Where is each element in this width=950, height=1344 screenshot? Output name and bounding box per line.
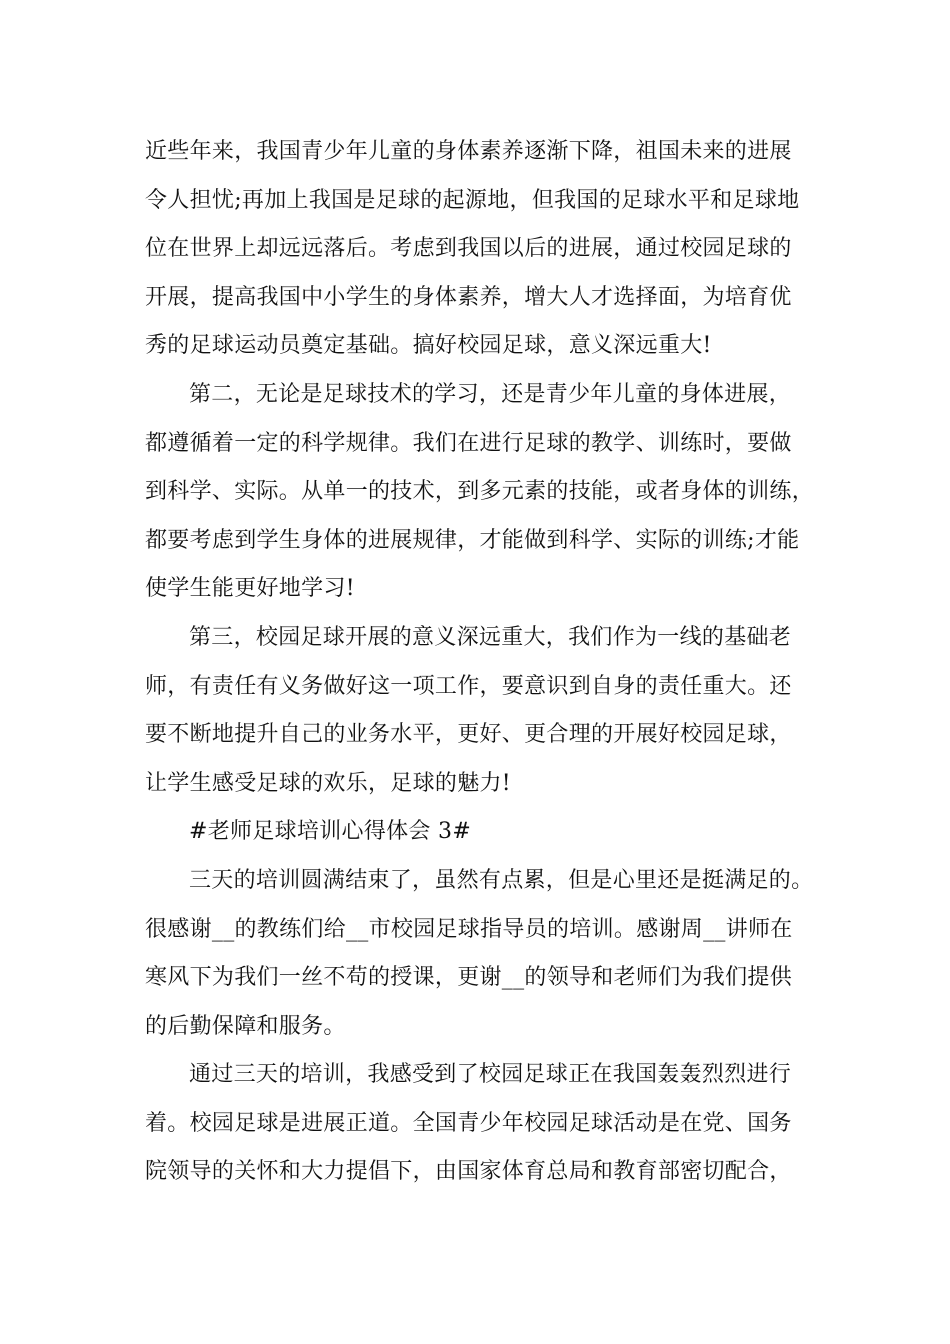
text-line: 着。校园足球是进展正道。全国青少年校园足球活动是在党、国务: [145, 1110, 792, 1136]
text-line: 开展，提高我国中小学生的身体素养，增大人才选择面，为培育优: [145, 284, 792, 310]
text-line: 很感谢__的教练们给__市校园足球指导员的培训。感谢周__讲师在: [145, 916, 793, 942]
text-line: 令人担忧;再加上我国是足球的起源地，但我国的足球水平和足球地: [145, 187, 800, 213]
paragraph-start-line: 三天的培训圆满结束了，虽然有点累，但是心里还是挺满足的。: [189, 867, 814, 893]
text-line: 师，有责任有义务做好这一项工作，要意识到自身的责任重大。还: [145, 673, 792, 699]
text-line: 的后勤保障和服务。: [145, 1013, 346, 1039]
text-line: 秀的足球运动员奠定基础。搞好校园足球，意义深远重大!: [145, 333, 712, 359]
text-line: 要不断地提升自己的业务水平，更好、更合理的开展好校园足球，: [145, 722, 792, 748]
text-line: 寒风下为我们一丝不苟的授课，更谢__的领导和老师们为我们提供: [145, 965, 793, 991]
text-line: 位在世界上却远远落后。考虑到我国以后的进展，通过校园足球的: [145, 236, 792, 262]
text-line: 都遵循着一定的科学规律。我们在进行足球的教学、训练时，要做: [145, 430, 792, 456]
text-line: 到科学、实际。从单一的技术，到多元素的技能，或者身体的训练，: [145, 479, 815, 505]
text-line: 院领导的关怀和大力提倡下，由国家体育总局和教育部密切配合，: [145, 1159, 792, 1185]
text-line: 都要考虑到学生身体的进展规律，才能做到科学、实际的训练;才能: [145, 527, 800, 553]
paragraph-start-line: 第三，校园足球开展的意义深远重大，我们作为一线的基础老: [189, 624, 792, 650]
text-line: 让学生感受足球的欢乐，足球的魅力!: [145, 770, 511, 796]
paragraph-start-line: 第二，无论是足球技术的学习，还是青少年儿童的身体进展，: [189, 381, 792, 407]
document-body: [145, 128, 825, 1197]
text-line: 近些年来，我国青少年儿童的身体素养逐渐下降，祖国未来的进展: [145, 139, 792, 164]
section-heading: #老师足球培训心得体会 3#: [189, 819, 472, 845]
text-line: 使学生能更好地学习!: [145, 576, 355, 602]
paragraph-start-line: 通过三天的培训，我感受到了校园足球正在我国轰轰烈烈进行: [189, 1062, 792, 1088]
